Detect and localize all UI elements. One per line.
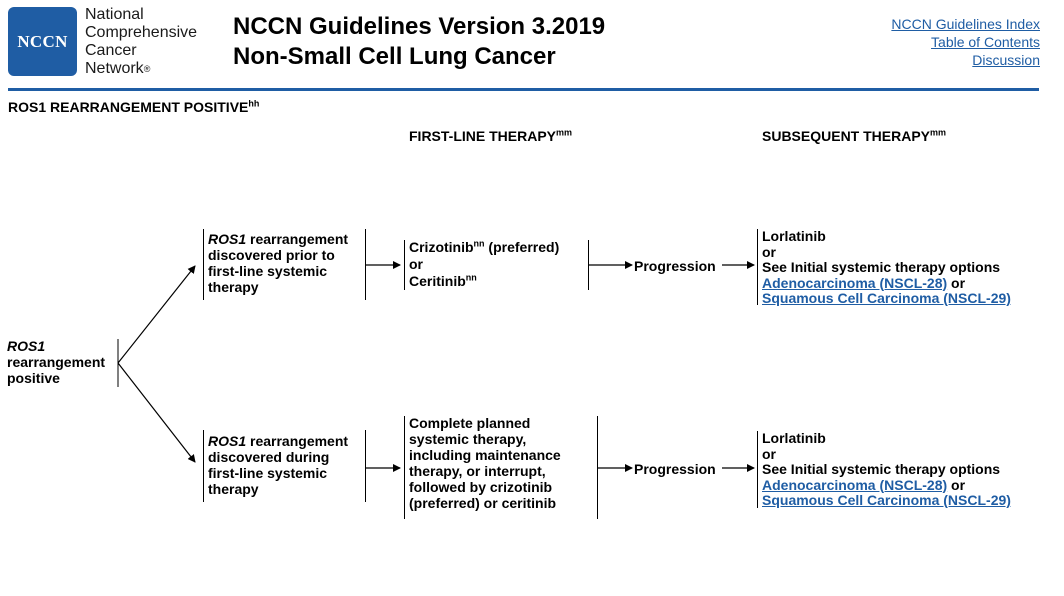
subsequent-footnote: mm bbox=[930, 127, 947, 138]
top-condition-line-3: first-line systemic bbox=[208, 263, 328, 279]
bottom-subsequent-or-2: or bbox=[947, 476, 966, 493]
top-condition-bar bbox=[203, 229, 204, 300]
bottom-therapy-line-3: including maintenance bbox=[409, 447, 561, 463]
top-therapy-bar-right bbox=[588, 240, 589, 290]
nccn-logo: NCCN bbox=[8, 7, 77, 76]
bottom-condition-line-2: discovered during bbox=[208, 449, 330, 465]
top-subsequent-line-3: See Initial systemic therapy options bbox=[762, 259, 1001, 275]
bottom-condition-bar bbox=[203, 430, 204, 502]
root-line-2: rearrangement bbox=[7, 354, 106, 370]
subsequent-therapy-heading: SUBSEQUENT $THERAPY^{mm}$ bbox=[762, 127, 947, 144]
org-line-4: Network® bbox=[85, 60, 151, 77]
bottom-condition-line-3: first-line systemic bbox=[208, 465, 328, 481]
top-condition-gene: ROS1 bbox=[208, 231, 247, 247]
title-line-2: Non-Small Cell Lung Cancer bbox=[233, 43, 556, 70]
top-progression: Progression bbox=[634, 258, 716, 274]
bottom-condition-gene: ROS1 bbox=[208, 433, 247, 449]
bottom-therapy-line-5: followed by crizotinib bbox=[409, 479, 553, 495]
org-line-2: Comprehensive bbox=[85, 24, 198, 41]
root-gene: ROS1 bbox=[7, 338, 46, 354]
top-condition-bar-right bbox=[365, 229, 366, 300]
root-line-3: positive bbox=[7, 370, 60, 386]
top-drug-1-suffix: (preferred) bbox=[484, 239, 560, 255]
root-node bbox=[7, 338, 105, 386]
bottom-condition bbox=[208, 433, 348, 497]
bottom-subsequent-or: or bbox=[762, 445, 776, 462]
top-subsequent-or: or bbox=[762, 243, 776, 260]
registered-mark: ® bbox=[143, 64, 151, 74]
bottom-subsequent-line-1: Lorlatinib bbox=[762, 430, 826, 446]
top-therapy-bar bbox=[404, 240, 405, 290]
discussion-link[interactable]: Discussion bbox=[972, 52, 1040, 68]
arrow-to-top-branch bbox=[118, 266, 195, 363]
title-line-1: NCCN Guidelines Version 3.2019 bbox=[233, 13, 606, 40]
bottom-therapy-bar-right bbox=[597, 416, 598, 519]
top-subsequent-bar bbox=[757, 229, 758, 305]
top-condition-line-4: therapy bbox=[208, 279, 259, 295]
top-therapy bbox=[409, 239, 559, 290]
top-condition bbox=[208, 231, 348, 295]
section-title: ROS1 REARRANGEMENT $POSITIVE^{hh}$ bbox=[8, 98, 260, 115]
arrow-to-bottom-branch bbox=[118, 363, 195, 462]
bottom-therapy-line-1: Complete planned bbox=[409, 415, 531, 431]
org-line-3: Cancer bbox=[85, 42, 137, 59]
first-line-therapy-heading: FIRST-LINE $THERAPY^{mm}$ bbox=[409, 127, 573, 144]
org-line-1: National bbox=[85, 6, 144, 23]
top-subsequent-line-1: Lorlatinib bbox=[762, 228, 826, 244]
bottom-squamous-link[interactable]: Squamous Cell Carcinoma (NSCL-29) bbox=[762, 492, 1011, 508]
top-subsequent bbox=[762, 229, 1011, 307]
bottom-therapy-line-6: (preferred) or ceritinib bbox=[409, 495, 557, 511]
top-condition-rest: rearrangement bbox=[246, 231, 349, 247]
bottom-subsequent-line-3: See Initial systemic therapy options bbox=[762, 461, 1001, 477]
bottom-therapy bbox=[409, 415, 561, 511]
bottom-progression: Progression bbox=[634, 461, 716, 477]
top-adenocarcinoma-link[interactable]: Adenocarcinoma (NSCL-28) bbox=[762, 274, 948, 291]
top-drug-2-footnote: nn bbox=[465, 272, 477, 283]
table-of-contents-link[interactable]: Table of Contents bbox=[931, 34, 1040, 50]
top-squamous-link[interactable]: Squamous Cell Carcinoma (NSCL-29) bbox=[762, 290, 1011, 306]
bottom-subsequent bbox=[762, 431, 1011, 509]
section-footnote: hh bbox=[248, 98, 260, 109]
top-drug-1-footnote: nn bbox=[473, 238, 485, 249]
top-therapy-or: or bbox=[409, 256, 423, 272]
bottom-condition-rest: rearrangement bbox=[246, 433, 349, 449]
bottom-subsequent-bar bbox=[757, 431, 758, 508]
bottom-condition-line-4: therapy bbox=[208, 481, 259, 497]
guidelines-index-link[interactable]: NCCN Guidelines Index bbox=[891, 16, 1040, 32]
top-condition-line-2: discovered prior to bbox=[208, 247, 335, 263]
top-drug-1: Crizotinib bbox=[409, 239, 474, 255]
first-line-footnote: mm bbox=[556, 127, 573, 138]
top-subsequent-or-2: or bbox=[947, 274, 966, 291]
bottom-therapy-line-4: therapy, or interrupt, bbox=[409, 463, 546, 479]
top-drug-2: Ceritinib bbox=[409, 273, 466, 289]
bottom-condition-bar-right bbox=[365, 430, 366, 502]
bottom-adenocarcinoma-link[interactable]: Adenocarcinoma (NSCL-28) bbox=[762, 476, 948, 493]
bottom-therapy-line-2: systemic therapy, bbox=[409, 431, 527, 447]
bottom-therapy-bar bbox=[404, 416, 405, 519]
